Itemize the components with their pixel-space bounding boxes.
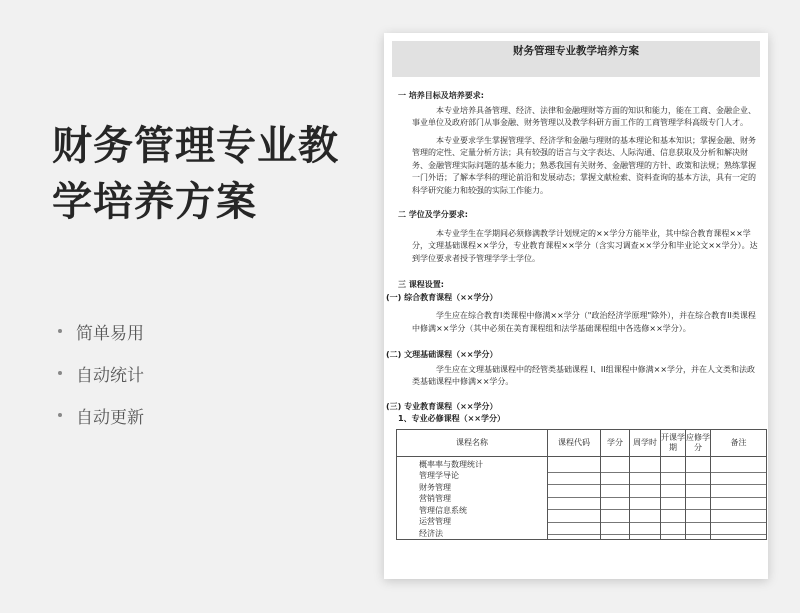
section-heading: 一 培养目标及培养要求: bbox=[398, 91, 484, 100]
table-cell bbox=[661, 456, 686, 540]
table-header: 开课学期 bbox=[661, 429, 686, 456]
list-item: 财务管理 bbox=[419, 482, 451, 492]
bullet-icon bbox=[58, 413, 62, 417]
table-cell bbox=[630, 456, 661, 540]
table-header: 课程名称 bbox=[397, 429, 548, 456]
document-preview bbox=[384, 33, 768, 579]
list-item: 管理学导论 bbox=[419, 471, 459, 480]
paragraph: 本专业培养具备管理、经济、法律和金融理财等方面的知识和能力，能在工商、金融企业、事业单位及政府部门从事金融、财务管理以及教学科研方面工作的工商管理学科高级专门人才。 bbox=[412, 105, 756, 127]
feature-item: 自动更新 bbox=[58, 394, 144, 436]
list-item: 管理信息系统 bbox=[419, 505, 467, 515]
list-item: 经济法 bbox=[419, 528, 443, 538]
section-heading: 三 课程设置: bbox=[398, 280, 444, 289]
bullet-icon bbox=[58, 329, 62, 333]
table-cell bbox=[711, 456, 767, 540]
list-item: 营销管理 bbox=[419, 494, 451, 503]
subsection-heading: (三) 专业教育课程（××学分） bbox=[386, 401, 498, 411]
table-cell bbox=[686, 456, 711, 540]
paragraph: 本专业学生在学期间必须修满教学计划规定的××学分方能毕业，其中综合教育课程××学分，文理基础课程××学分，专业教育课程××学分（含实习调查××学分和毕业论文××学分）。达到学位要求者授予管理学学士学位。 bbox=[412, 228, 758, 263]
table-cell bbox=[601, 456, 630, 540]
table-header: 课程代码 bbox=[548, 429, 601, 456]
table-header: 学分 bbox=[601, 429, 630, 456]
table-header: 备注 bbox=[711, 429, 767, 456]
course-names-cell bbox=[397, 456, 548, 540]
subsection-heading: 1、专业必修课程（××学分） bbox=[398, 414, 505, 423]
table-header: 周学时 bbox=[630, 429, 661, 456]
paragraph: 本专业要求学生掌握管理学、经济学和金融与理财的基本理论和基本知识；掌握金融、财务管理的定性、定量分析方法；具有较强的语言与文字表达、人际沟通、信息获取及分析和解决财务、金融管理实际问题的基本能力；熟悉我国有关财务、金融管理的方针、政策和法规；熟练掌握一门外语；了解本学科的理论前沿和发展动态；掌握文献检索、资料查询的基本方法，具有一定的科学研究能力和较强的实际工作能力。 bbox=[412, 135, 756, 195]
subsection-heading: (二) 文理基础课程（××学分） bbox=[386, 350, 498, 359]
table-header: 应修学分 bbox=[686, 429, 711, 456]
bullet-icon bbox=[58, 371, 62, 375]
feature-item: 简单易用 bbox=[58, 310, 144, 352]
subsection-heading: (一) 综合教育课程（××学分） bbox=[386, 292, 498, 302]
feature-item: 自动统计 bbox=[58, 352, 144, 394]
list-item: 运营管理 bbox=[419, 517, 451, 526]
paragraph: 学生应在文理基础课程中的经管类基础课程 I、II组课程中修满××学分，并在人文类和法政类基础课程中修满××学分。 bbox=[412, 364, 756, 386]
section-heading: 二 学位及学分要求: bbox=[398, 210, 468, 219]
course-table bbox=[396, 429, 767, 541]
paragraph: 学生应在综合教育I类课程中修满××学分（"政治经济学原理"除外），并在综合教育II类课程中修满××学分（其中必须在美育课程组和法学基础课程组中各选修××学分）。 bbox=[412, 311, 756, 333]
page-title: 财务管理专业教学培养方案 bbox=[52, 123, 339, 225]
document-title: 财务管理专业教学培养方案 bbox=[392, 41, 760, 77]
list-item: 概率率与数理统计 bbox=[419, 459, 483, 469]
table-cell bbox=[548, 456, 601, 540]
feature-list bbox=[58, 310, 144, 436]
